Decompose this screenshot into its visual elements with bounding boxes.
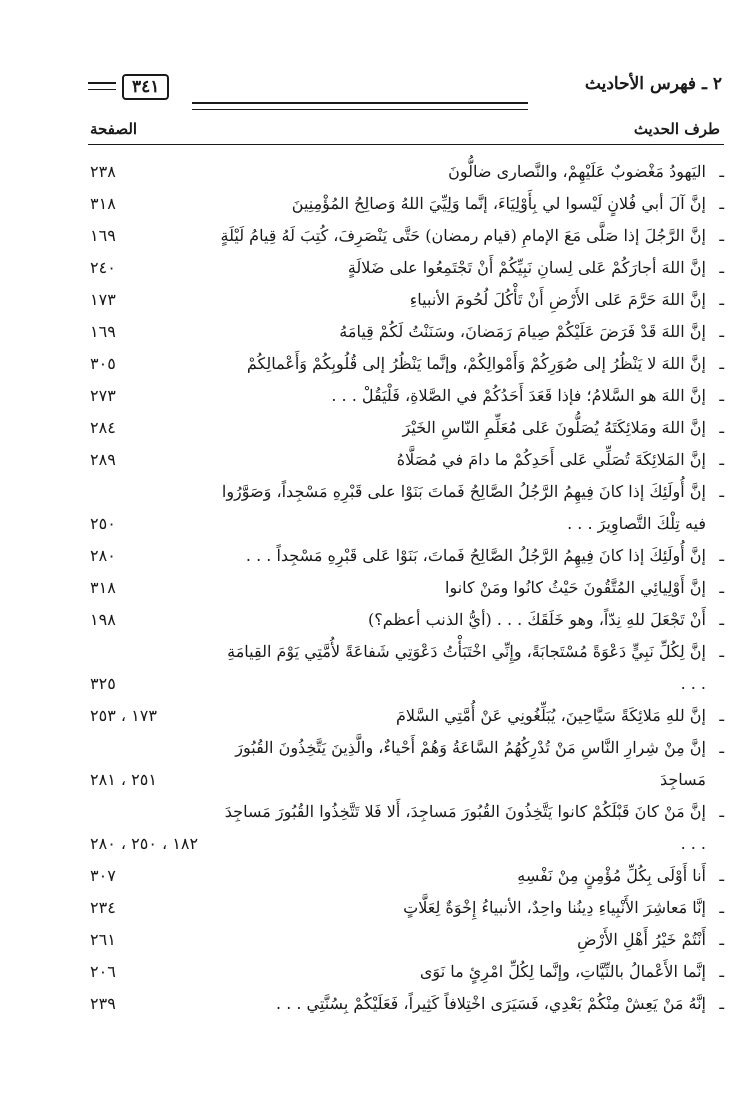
index-entry (88, 924, 724, 956)
hadith-text: إنَّ اللهَ أجارَكُمْ عَلى لِسانِ نَبِيِّكُمْ أَنْ تَجْتَمِعُوا على ضَلالَةٍ (347, 258, 706, 277)
hadith-text: إنَّ أَوْلِيائِي المُتَّقُونَ حَيْثُ كانُوا ومَنْ كانوا (445, 578, 706, 597)
hadith-text: إنَّ اللهَ ومَلائِكَتَهُ يُصَلُّونَ عَلى مُعَلِّمِ النّاسِ الخَيْرَ (402, 418, 706, 437)
index-entry (88, 156, 724, 188)
index-entry (88, 572, 724, 604)
index-entry (88, 348, 724, 380)
index-entry (88, 892, 724, 924)
hadith-text: إنَّهُ مَنْ يَعِشْ مِنْكُمْ بَعْدِي، فَسَيَرَى اخْتِلافاً كَثِيراً، فَعَلَيْكُمْ بِسُنَّتِي . . . (276, 994, 706, 1013)
entry-dash: ـ (719, 994, 724, 1013)
page-reference: ٢٨٠ (90, 546, 116, 565)
page-reference: ٢٧٣ (90, 386, 116, 405)
page-reference: ٢٠٦ (90, 962, 116, 981)
page-reference: ١٧٣ (90, 290, 116, 309)
entry-dash: ـ (719, 802, 724, 821)
page-reference: ٢٥١ ، ٢٨١ (90, 770, 157, 789)
index-entry (88, 412, 724, 444)
entry-dash: ـ (719, 354, 724, 373)
hadith-text: إنَّا مَعاشِرَ الأَنْبِياءِ دِينُنا واحِدٌ، الأنبياءُ إِخْوَةٌ لِعَلَّاتٍ (403, 898, 706, 917)
entry-dash: ـ (719, 194, 724, 213)
entry-dash: ـ (719, 610, 724, 629)
hadith-text: إنَّ اللهَ هو السَّلامُ؛ فإذا قَعَدَ أَحَدُكُمْ في الصَّلاةِ، فَلْيَقُلْ . . . (331, 386, 706, 405)
hadith-text: إنَّما الأَعْمالُ بالنِّيَّاتِ، وإنَّما لِكُلِّ امْرِئٍ ما نَوَى (419, 962, 706, 981)
entry-dash: ـ (719, 258, 724, 277)
page-reference: ٢٨٩ (90, 450, 116, 469)
entry-dash: ـ (719, 450, 724, 469)
index-entry (88, 284, 724, 316)
entry-dash: ـ (719, 482, 724, 501)
entry-dash: ـ (719, 162, 724, 181)
entry-dash: ـ (719, 290, 724, 309)
index-entry (88, 316, 724, 348)
page-reference: ١٦٩ (90, 226, 116, 245)
entry-dash: ـ (719, 226, 724, 245)
hadith-text: إنَّ المَلائِكَةَ تُصَلِّي عَلى أَحَدِكُمْ ما دامَ في مُصَلَّاهُ (396, 450, 706, 469)
section-title: ٢ ـ فهرس الأحاديث (584, 74, 722, 94)
entry-dash: ـ (719, 578, 724, 597)
page-reference: ٣١٨ (90, 194, 116, 213)
index-entry (88, 988, 724, 1020)
page-reference: ٣٠٧ (90, 866, 116, 885)
header-rule (192, 102, 528, 110)
hadith-text: إنَّ اللهَ لا يَنْظُرُ إلى صُوَرِكُمْ وَأَمْوالِكُمْ، وإنَّما يَنْظُرُ إلى قُلُوبِكُمْ وَأَعْمالِكُمْ (246, 354, 706, 373)
index-page (88, 60, 724, 1080)
page-reference: ١٨٢ ، ٢٥٠ ، ٢٨٠ (90, 834, 199, 853)
hadith-text: إنَّ لِكُلِّ نَبِيٍّ دَعْوَةً مُسْتَجابَةً، وإِنِّي اخْتَبَأْتُ دَعْوَتِي شَفاعَةً لأُمَّتِي يَوْمَ القِيامَةِ . . . (227, 642, 706, 693)
entry-dash: ـ (719, 546, 724, 565)
page-reference: ٢٥٠ (90, 514, 116, 533)
page-reference: ٢٣٤ (90, 898, 116, 917)
hadith-text: إنَّ الرَّجُلَ إذا صَلَّى مَعَ الإمامِ (قيام رمضان) حَتَّى يَنْصَرِفَ، كُتِبَ لَهُ قِيامُ لَيْلَةٍ (220, 226, 706, 245)
entry-dash: ـ (719, 738, 724, 757)
hadith-index-list (88, 156, 724, 1020)
index-entry (88, 732, 724, 796)
entry-dash: ـ (719, 642, 724, 661)
entry-dash: ـ (719, 418, 724, 437)
hadith-text: إنَّ مَنْ كانَ قَبْلَكُمْ كانوا يَتَّخِذُونَ القُبُورَ مَساجِدَ، أَلا فَلا تَتَّخِذُوا القُبُورَ مَساجِدَ . . . (224, 802, 706, 853)
page-reference: ٢٤٠ (90, 258, 116, 277)
index-entry (88, 220, 724, 252)
index-entry (88, 252, 724, 284)
entry-dash: ـ (719, 386, 724, 405)
page-column-heading: الصفحة (90, 120, 138, 138)
page-reference: ٣٢٥ (90, 674, 116, 693)
hadith-text: إنَّ آلَ أبي فُلانٍ لَيْسوا لي بِأَوْلِيَاءَ، إنَّما وَلِيِّيَ اللهُ وَصالِحُ المُؤْمِنِينَ (291, 194, 706, 213)
page-reference: ٢٣٩ (90, 994, 116, 1013)
index-entry (88, 540, 724, 572)
index-entry (88, 796, 724, 860)
hadith-text: أَنْتُمْ خَيْرُ أَهْلِ الأَرْضِ (577, 930, 706, 949)
index-entry (88, 380, 724, 412)
page-reference: ١٧٣ ، ٢٥٣ (90, 706, 157, 725)
index-entry (88, 860, 724, 892)
page-reference: ١٩٨ (90, 610, 116, 629)
hadith-text: إنَّ مِنْ شِرارِ النَّاسِ مَنْ تُدْرِكُهُمُ السَّاعَةُ وَهُمْ أَحْياءٌ، والَّذِينَ يَتَّخِذُونَ القُبُورَ مَساجِدَ (235, 738, 706, 789)
hadith-text: إنَّ أُولَئِكَ إذا كانَ فِيهِمُ الرَّجُلُ الصَّالِحُ فَماتَ، بَنَوْا عَلى قَبْرِهِ مَسْجِداً . . . (245, 546, 706, 565)
entry-dash: ـ (719, 322, 724, 341)
index-entry (88, 604, 724, 636)
entry-dash: ـ (719, 706, 724, 725)
hadith-text: اليَهودُ مَغْضوبٌ عَلَيْهِمْ، والنَّصارى ضالُّونَ (448, 162, 706, 181)
entry-dash: ـ (719, 866, 724, 885)
hadith-text: أَنا أَوْلَى بِكُلِّ مُؤْمِنٍ مِنْ نَفْسِهِ (517, 866, 706, 885)
page-reference: ١٦٩ (90, 322, 116, 341)
hadith-text: أَنْ تَجْعَلَ للهِ نِدّاً، وهو خَلَقَكَ . . . (أيُّ الذنب أعظم؟) (367, 610, 706, 629)
index-entry (88, 476, 724, 540)
page-reference: ٢٦١ (90, 930, 116, 949)
hadith-text: إنَّ اللهَ قَدْ فَرَضَ عَلَيْكُمْ صِيامَ رَمَضانَ، وسَنَنْتُ لَكُمْ قِيامَهُ (339, 322, 706, 341)
index-entry (88, 956, 724, 988)
index-entry (88, 700, 724, 732)
hadith-text: إنَّ اللهَ حَرَّمَ عَلى الأَرْضِ أَنْ تَأْكُلَ لُحُومَ الأنبياءِ (409, 290, 706, 309)
hadith-text: إنَّ أُولَئِكَ إذا كانَ فِيهِمُ الرَّجُلُ الصَّالِحُ فَماتَ بَنَوْا على قَبْرِهِ مَسْجِداً، وَصَوَّرُوا فيه تِلْكَ التَّصاوِيرَ . . . (221, 482, 706, 533)
page-reference: ٢٣٨ (90, 162, 116, 181)
entry-dash: ـ (719, 898, 724, 917)
hadith-column-heading: طرف الحديث (633, 120, 720, 138)
index-entry (88, 188, 724, 220)
entry-dash: ـ (719, 962, 724, 981)
column-heading-rule (88, 144, 724, 145)
index-entry (88, 444, 724, 476)
page-number: ٣٤١ (122, 74, 169, 100)
index-entry (88, 636, 724, 700)
page-reference: ٣١٨ (90, 578, 116, 597)
page-reference: ٣٠٥ (90, 354, 116, 373)
page-reference: ٢٨٤ (90, 418, 116, 437)
page-header (88, 72, 724, 112)
header-rule-left (88, 82, 116, 90)
entry-dash: ـ (719, 930, 724, 949)
hadith-text: إنَّ للهِ مَلائِكَةً سَيَّاحِينَ، يُبَلِّغُونِي عَنْ أُمَّتِي السَّلامَ (395, 706, 706, 725)
column-headings (88, 120, 724, 142)
